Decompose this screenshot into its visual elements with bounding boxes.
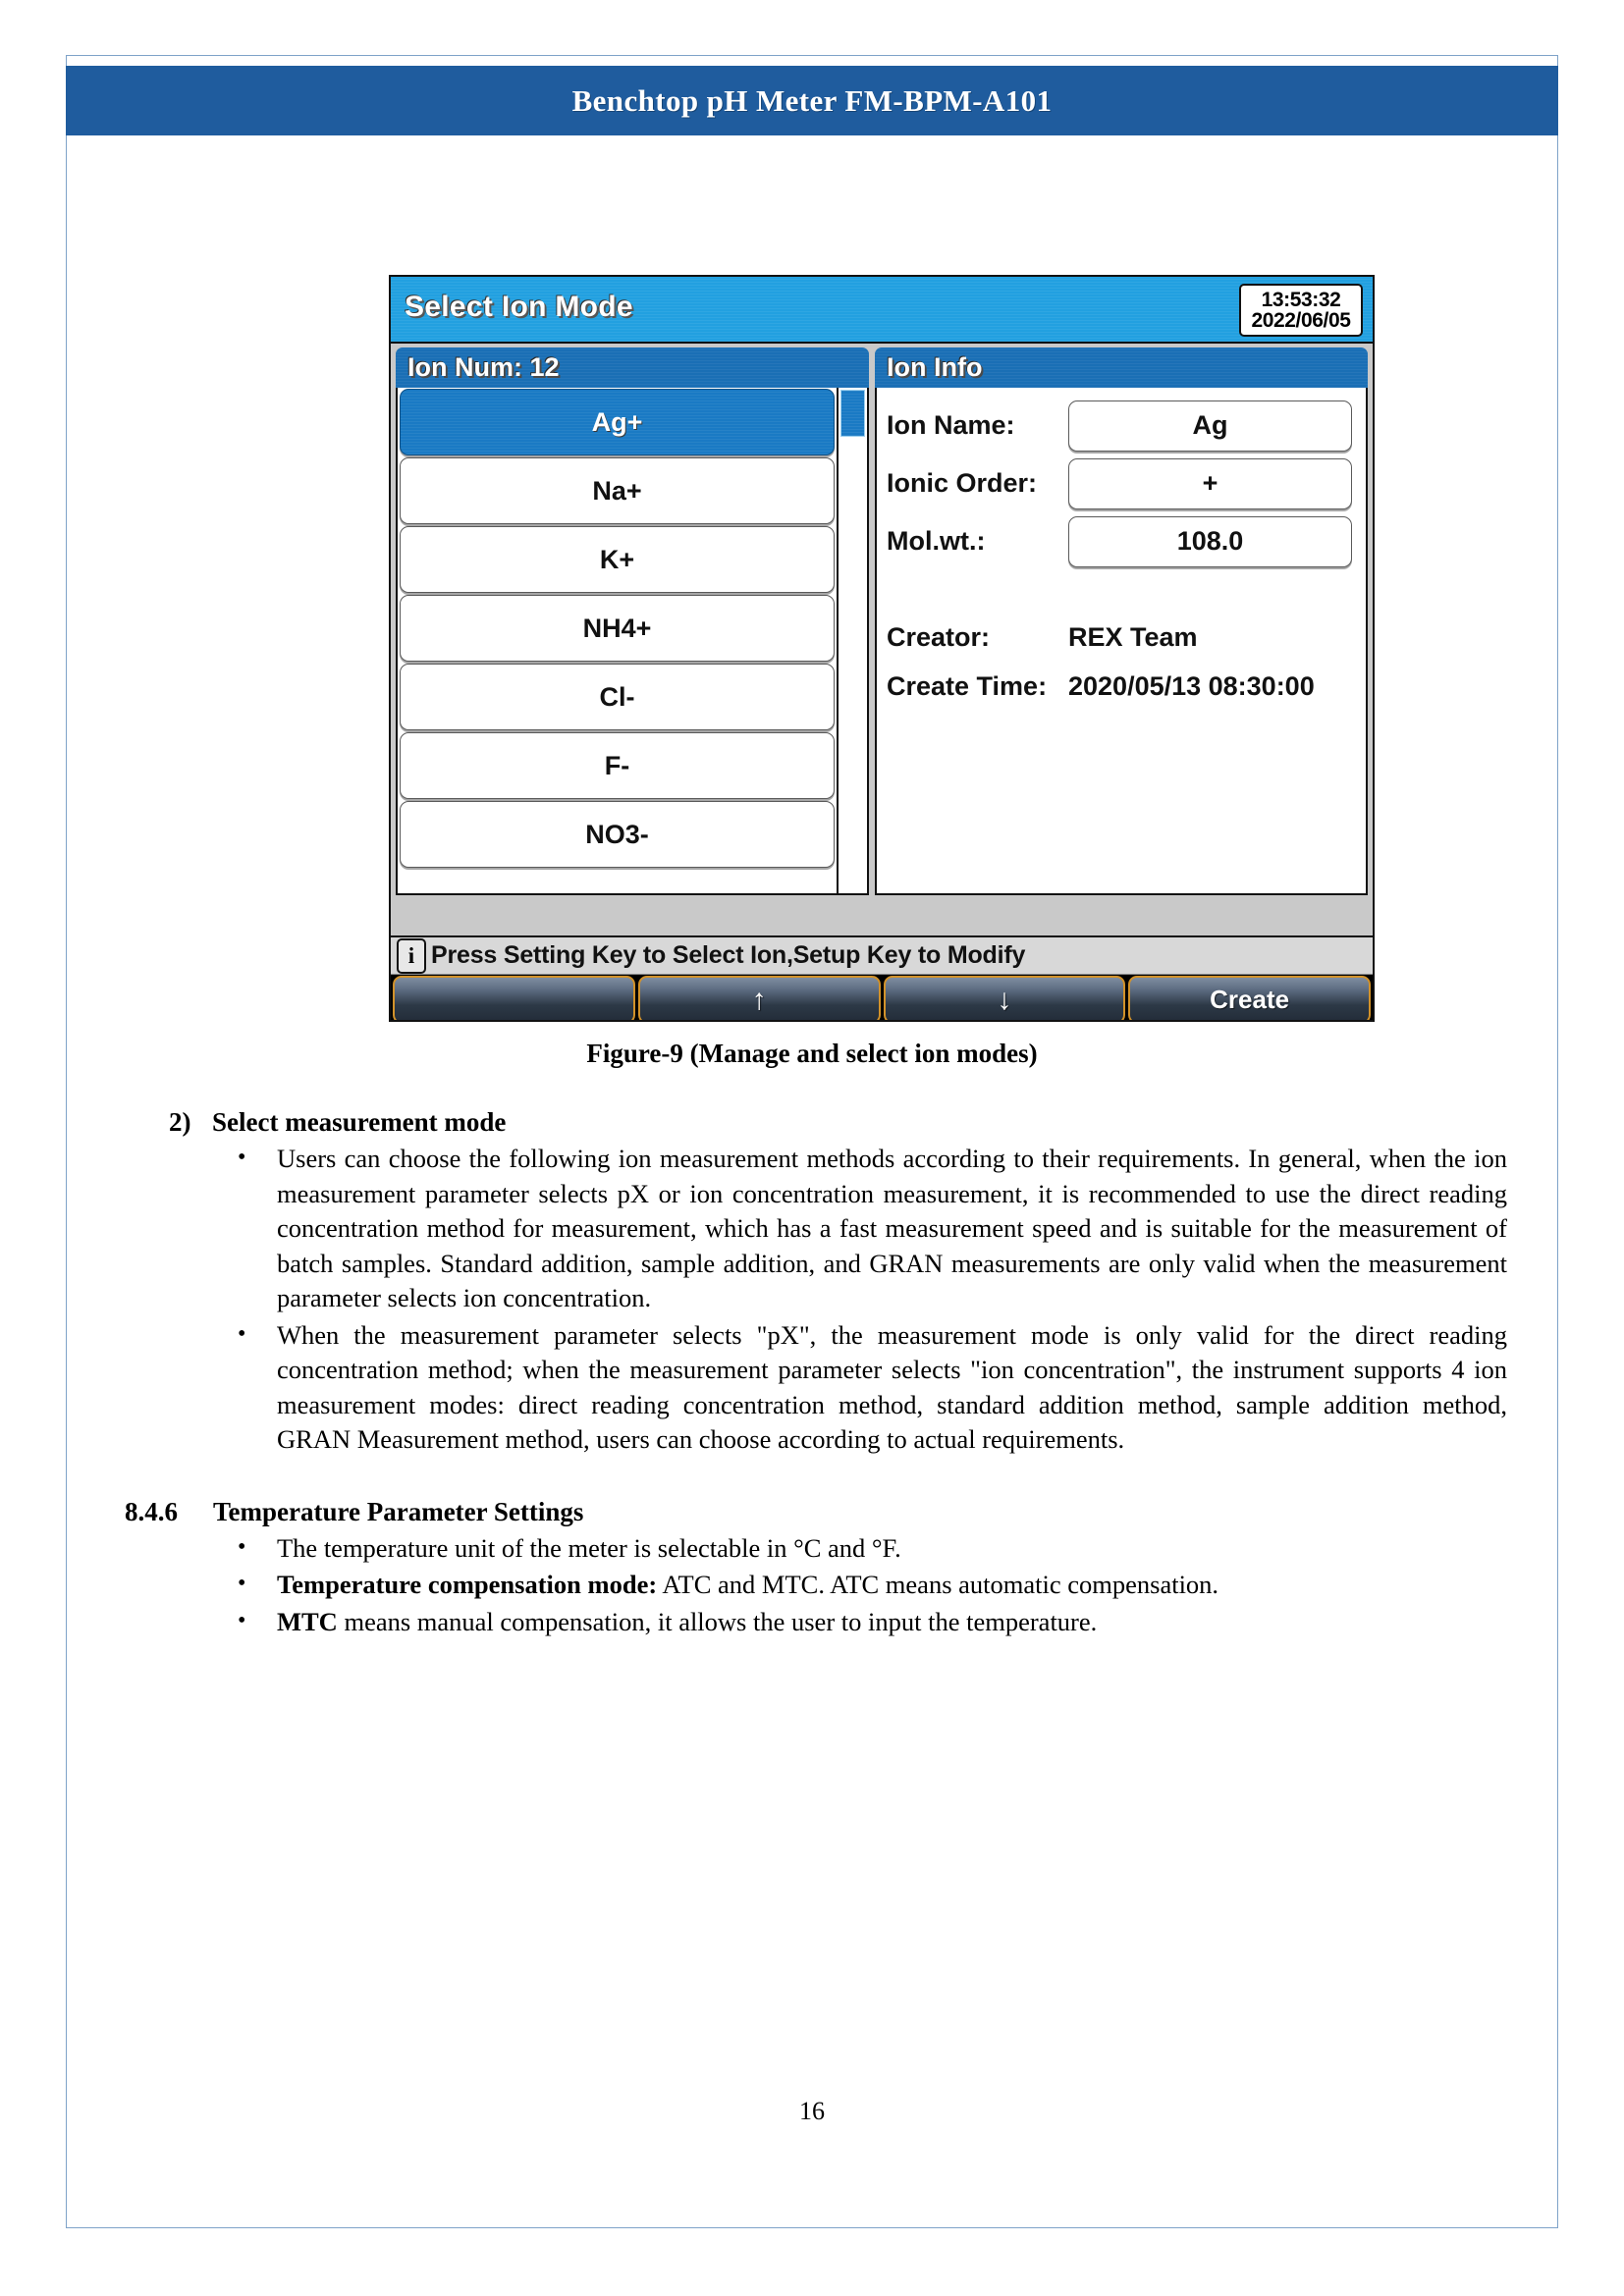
- list-item-text: ATC and MTC. ATC means automatic compensation.: [657, 1570, 1219, 1599]
- section-heading-number: 8.4.6: [125, 1496, 178, 1526]
- create-time-row: [887, 662, 1352, 711]
- list-item: • When the measurement parameter selects "pX", the measurement mode is only valid for the direct reading concentration method; when the measurement parameter selects "ion concentration", the instrument supports 4 ion measurement modes: direct reading concentration method, standard addition method, sample addition method, GRAN Measurement method, users can choose according to actual requirements.: [277, 1318, 1507, 1458]
- ion-list-item-nh4[interactable]: [400, 595, 835, 662]
- device-main-area: [391, 344, 1373, 935]
- ion-list-item-k[interactable]: [400, 526, 835, 593]
- arrow-down-icon: ↓: [997, 983, 1012, 1016]
- list-item-bold: MTC: [277, 1606, 338, 1636]
- ionic-order-value: +: [1202, 468, 1218, 498]
- numbered-heading-title: Select measurement mode: [212, 1107, 507, 1137]
- softkey-create[interactable]: [1128, 976, 1371, 1022]
- list-item-text: The temperature unit of the meter is selectable in °C and °F.: [277, 1532, 901, 1563]
- creator-value: REX Team: [1068, 621, 1198, 652]
- softkey-up[interactable]: [638, 976, 881, 1022]
- create-time-value: 2020/05/13 08:30:00: [1068, 670, 1315, 701]
- ionic-order-field[interactable]: [1068, 458, 1352, 509]
- device-softkey-bar: [391, 975, 1373, 1022]
- document-title: Benchtop pH Meter FM-BPM-A101: [571, 82, 1053, 118]
- ion-list-item-f[interactable]: [400, 732, 835, 799]
- creator-row: [887, 613, 1352, 662]
- ion-list-scrollbar[interactable]: [837, 388, 867, 893]
- document-body: [66, 135, 1558, 2228]
- ion-list-item-label: NO3-: [585, 819, 649, 849]
- device-clock-box: [1239, 284, 1363, 337]
- section-heading-846: [125, 1497, 1558, 1527]
- ion-num-header: [396, 347, 869, 388]
- softkey-down[interactable]: [884, 976, 1126, 1022]
- device-clock-time: 13:53:32: [1261, 288, 1341, 311]
- list-item: [277, 1531, 1507, 1567]
- ion-name-row: [887, 398, 1352, 454]
- scrollbar-thumb[interactable]: [840, 390, 865, 437]
- ionic-order-label: Ionic Order:: [887, 468, 1038, 498]
- section-heading-title: Temperature Parameter Settings: [213, 1496, 584, 1526]
- document-header-banner: [66, 66, 1558, 135]
- ionic-order-row: [887, 455, 1352, 511]
- ion-list-item-label: Cl-: [599, 681, 635, 712]
- info-icon: i: [397, 938, 426, 974]
- softkey-label: Create: [1210, 985, 1290, 1014]
- ion-num-label: Ion Num: 12: [407, 352, 560, 382]
- numbered-heading-number: 2): [169, 1107, 191, 1137]
- item2-bullet-list: [66, 1142, 1558, 1458]
- softkey-blank[interactable]: [393, 976, 635, 1022]
- ion-info-label: Ion Info: [887, 352, 983, 382]
- ion-info-pane: [875, 347, 1368, 935]
- mol-wt-value: 108.0: [1176, 526, 1244, 556]
- section846-bullet-list: [66, 1531, 1558, 1640]
- numbered-heading-2: [169, 1107, 1558, 1138]
- ion-info-container: [875, 388, 1368, 895]
- mol-wt-label: Mol.wt.:: [887, 526, 986, 556]
- page-number: 16: [799, 2097, 825, 2125]
- list-item-bold: Temperature compensation mode:: [277, 1570, 658, 1599]
- ion-name-value: Ag: [1192, 410, 1228, 440]
- mol-wt-row: [887, 513, 1352, 569]
- mol-wt-field[interactable]: [1068, 516, 1352, 567]
- ion-list-item-label: Na+: [592, 475, 642, 506]
- create-time-label: Create Time:: [887, 670, 1048, 701]
- figure-caption: Figure-9 (Manage and select ion modes): [586, 1039, 1038, 1068]
- ion-list-item-label: F-: [604, 750, 630, 780]
- device-clock-date: 2022/06/05: [1251, 309, 1351, 332]
- list-item: [277, 1605, 1507, 1640]
- info-spacer: [887, 571, 1352, 613]
- ion-info-header: [875, 347, 1368, 388]
- device-screenshot-figure: [389, 275, 1375, 1022]
- ion-list-item-cl[interactable]: [400, 664, 835, 730]
- ion-list-pane: [396, 347, 869, 935]
- ion-list-item-ag[interactable]: [400, 389, 835, 455]
- ion-list: [398, 388, 837, 893]
- list-item: [277, 1568, 1507, 1603]
- ion-list-item-no3[interactable]: [400, 801, 835, 868]
- device-status-text: Press Setting Key to Select Ion,Setup Key to Modify: [431, 941, 1026, 969]
- list-item-text: means manual compensation, it allows the user to input the temperature.: [337, 1606, 1098, 1636]
- device-status-bar: [391, 935, 1373, 975]
- device-title-bar: [391, 277, 1373, 344]
- ion-name-field[interactable]: [1068, 400, 1352, 452]
- arrow-up-icon: ↑: [751, 983, 767, 1016]
- ion-list-item-label: NH4+: [582, 613, 652, 643]
- device-screen-title: Select Ion Mode: [405, 291, 633, 323]
- ion-list-container: [396, 388, 869, 895]
- ion-list-item-na[interactable]: [400, 457, 835, 524]
- ion-name-label: Ion Name:: [887, 410, 1015, 440]
- list-item: • Users can choose the following ion measurement methods according to their requirements. In general, when the ion measurement parameter selects pX or ion concentration measurement, it is recommended to use the direct reading concentration method for measurement, which has a fast measurement speed and is suitable for the measurement of batch samples. Standard addition, sample addition, and GRAN measurements are only valid when the measurement parameter selects ion concentration.: [277, 1142, 1507, 1316]
- ion-list-item-label: K+: [599, 544, 635, 574]
- creator-label: Creator:: [887, 621, 991, 652]
- ion-list-item-label: Ag+: [591, 406, 643, 437]
- body-text: [66, 1107, 1558, 1641]
